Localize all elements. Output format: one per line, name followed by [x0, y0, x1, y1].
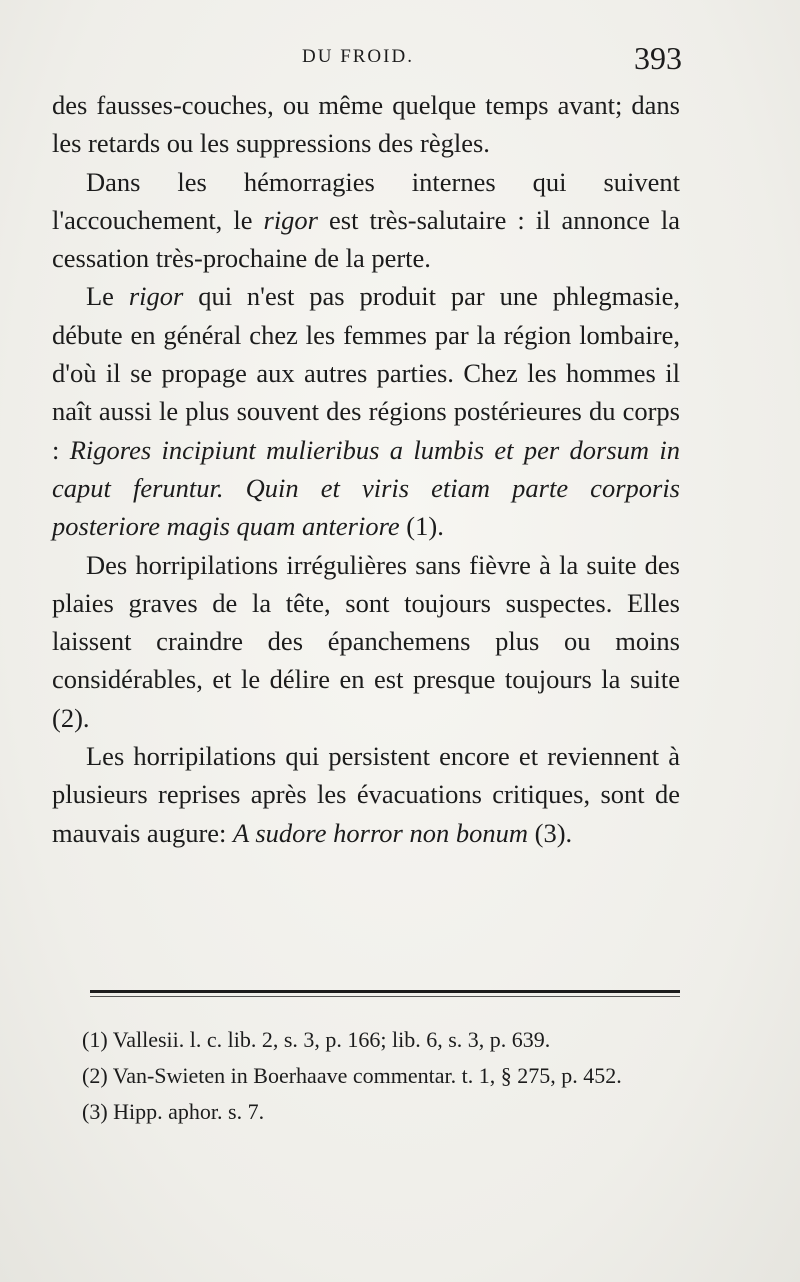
footnote-separator	[90, 990, 680, 993]
footnote-separator-thin	[90, 996, 680, 997]
running-head: DU FROID.	[302, 46, 414, 67]
text-segment: Dans les hémorragies internes qui suivent l'accouchement, le	[52, 166, 680, 235]
latin-quotation: A sudore horror non bonum	[233, 817, 528, 848]
page-number: 393	[634, 40, 682, 76]
footnote: (2) Van-Swieten in Boerhaave commentar. t. 1, § 275, p. 452.	[82, 1063, 622, 1088]
page-header	[52, 40, 682, 90]
footnote: (1) Vallesii. l. c. lib. 2, s. 3, p. 166; lib. 6, s. 3, p. 639.	[82, 1027, 551, 1052]
footnote: (3) Hipp. aphor. s. 7.	[82, 1099, 265, 1124]
paragraph	[52, 737, 680, 852]
text-segment: Des horripilations irrégulières sans fièvre à la suite des plaies graves de la tête, sont toujours suspectes. Elles laissent craindre des épanchemens plus ou moins considérables, et le délire en est presque toujours la suite (2).	[52, 549, 680, 733]
body-text	[52, 86, 680, 852]
italic-term: rigor	[263, 204, 318, 235]
footnote-ref: (1).	[399, 511, 444, 542]
paragraph	[52, 277, 680, 545]
paragraph	[52, 546, 680, 737]
footnotes	[52, 1022, 680, 1130]
text-segment: Le	[86, 281, 129, 312]
text-segment: est très-salutaire : il annonce la cessation très-prochaine de la perte.	[52, 204, 680, 274]
paragraph	[52, 163, 680, 278]
text-segment: Les horripilations qui persistent encore et reviennent à plusieurs reprises après les évacuations critiques, sont de mauvais augure:	[52, 741, 680, 848]
latin-quotation: Rigores incipiunt mulieribus a lumbis et per dorsum in caput feruntur. Quin et viris etiam parte corporis posteriore magis quam anteriore	[52, 434, 680, 542]
paragraph	[52, 86, 680, 163]
text-segment: qui n'est pas produit par une phlegmasie, débute en général chez les femmes par la région lombaire, d'où il se propage aux autres parties. Chez les hommes il naît aussi le plus souvent des régions postérieures du corps :	[52, 281, 681, 465]
footnote-ref: (3).	[528, 817, 573, 848]
text-segment: des fausses-couches, ou même quelque temps avant; dans les retards ou les suppressions des règles.	[52, 90, 680, 159]
italic-term: rigor	[128, 281, 184, 312]
